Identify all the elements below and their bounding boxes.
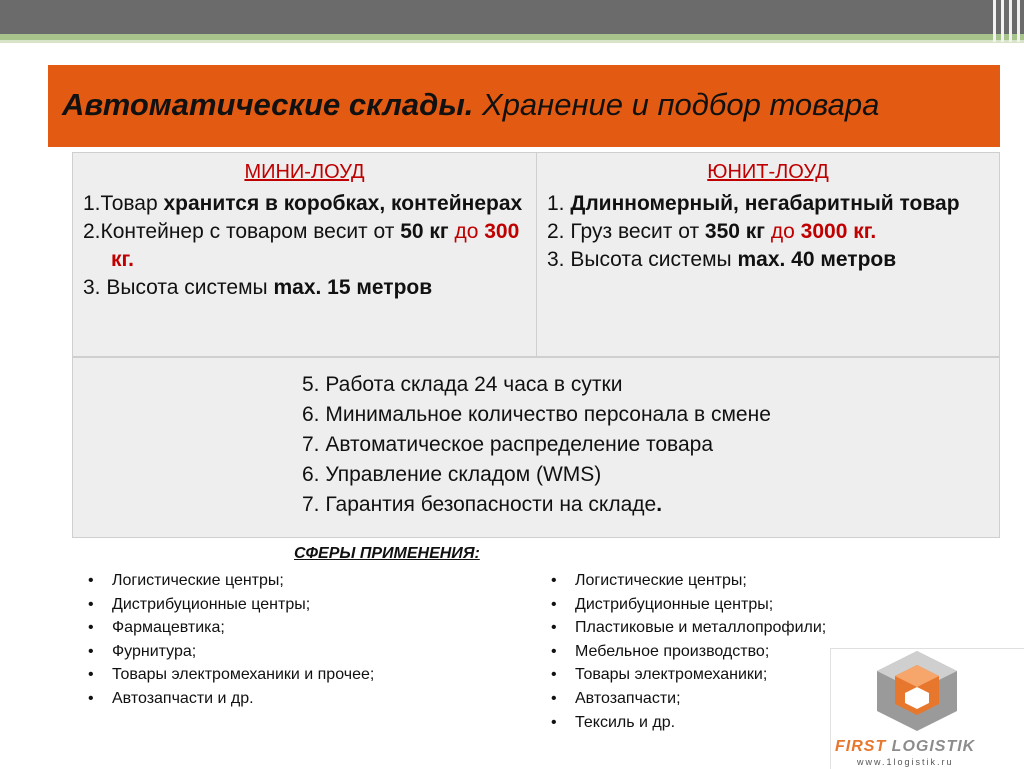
- list-item: • Автозапчасти;: [547, 687, 826, 711]
- text-bold: Длинномерный, негабаритный товар: [570, 192, 960, 215]
- text: 2.Контейнер с товаром весит от: [83, 220, 401, 243]
- text-bold: хранится в коробках, контейнерах: [163, 192, 523, 215]
- list-item: • Тексиль и др.: [547, 711, 826, 735]
- common-features-list: [302, 370, 771, 520]
- list-item: • Мебельное производство;: [547, 640, 826, 664]
- unit-load-item-1: [537, 190, 999, 218]
- text-red-bold: 300 кг.: [111, 220, 520, 271]
- common-feature: 6. Управление складом (WMS): [302, 463, 602, 486]
- text-red: до: [448, 220, 485, 243]
- slide-header: [48, 65, 1000, 147]
- list-item: • Логистические центры;: [547, 569, 826, 593]
- list-item: • Товары электромеханики;: [547, 663, 826, 687]
- spheres-title: СФЕРЫ ПРИМЕНЕНИЯ:: [294, 545, 480, 562]
- common-feature: 6. Минимальное количество персонала в смене: [302, 403, 771, 426]
- list-item: • Дистрибуционные центры;: [84, 593, 374, 617]
- list-item: • Фурнитура;: [84, 640, 374, 664]
- logo-word-first: FIRST: [835, 738, 887, 755]
- spheres-list-left: [84, 569, 374, 711]
- common-feature: 7. Автоматическое распределение товара: [302, 433, 714, 456]
- spheres-list-right: [547, 569, 826, 734]
- decor-bar: [993, 0, 996, 42]
- logo-word-logistik: LOGISTIK: [891, 738, 976, 755]
- list-item: • Фармацевтика;: [84, 616, 374, 640]
- common-feature-last: [302, 490, 771, 520]
- mini-load-item-1: [73, 190, 536, 218]
- text-bold: 50 кг: [400, 220, 449, 243]
- logo-text: [835, 738, 975, 756]
- list-item: • Автозапчасти и др.: [84, 687, 374, 711]
- slide-title: [62, 87, 879, 123]
- text: 3. Высота системы: [547, 248, 738, 271]
- decor-bar: [1017, 0, 1020, 42]
- company-logo: [830, 648, 1024, 769]
- logo-url: www.1logistik.ru: [857, 757, 954, 767]
- text-bold: 350 кг: [704, 220, 766, 243]
- top-stripe-light: [0, 40, 1024, 43]
- decor-bar: [1009, 0, 1012, 42]
- mini-load-title: МИНИ-ЛОУД: [244, 161, 365, 183]
- text-bold: max. 40 метров: [737, 248, 897, 271]
- text-red: до: [765, 220, 801, 243]
- unit-load-item-2: [537, 218, 999, 246]
- decor-bar: [1001, 0, 1004, 42]
- text-bold: .: [656, 493, 663, 516]
- list-item: • Дистрибуционные центры;: [547, 593, 826, 617]
- text: 1.: [547, 192, 571, 215]
- mini-load-item-2: [73, 218, 536, 274]
- list-item: • Пластиковые и металлопрофили;: [547, 616, 826, 640]
- mini-load-cell: [72, 152, 537, 357]
- text: 2. Груз весит от: [547, 220, 705, 243]
- top-bar: [0, 0, 1024, 34]
- slide-title-rest: Хранение и подбор товара: [473, 87, 880, 122]
- mini-load-item-3: [73, 274, 536, 302]
- unit-load-cell: [536, 152, 1000, 357]
- text-bold: max. 15 метров: [273, 276, 433, 299]
- text: 3. Высота системы: [83, 276, 274, 299]
- text: 1.Товар: [83, 192, 164, 215]
- unit-load-item-3: [537, 246, 999, 274]
- text: 7. Гарантия безопасности на складе: [302, 493, 657, 516]
- list-item: • Логистические центры;: [84, 569, 374, 593]
- text-red-bold: 3000 кг.: [800, 220, 877, 243]
- common-feature: 5. Работа склада 24 часа в сутки: [302, 373, 623, 396]
- list-item: • Товары электромеханики и прочее;: [84, 663, 374, 687]
- slide-title-bold: Автоматические склады.: [62, 87, 474, 122]
- unit-load-title: ЮНИТ-ЛОУД: [707, 161, 829, 183]
- logo-mark-icon: [831, 649, 1024, 739]
